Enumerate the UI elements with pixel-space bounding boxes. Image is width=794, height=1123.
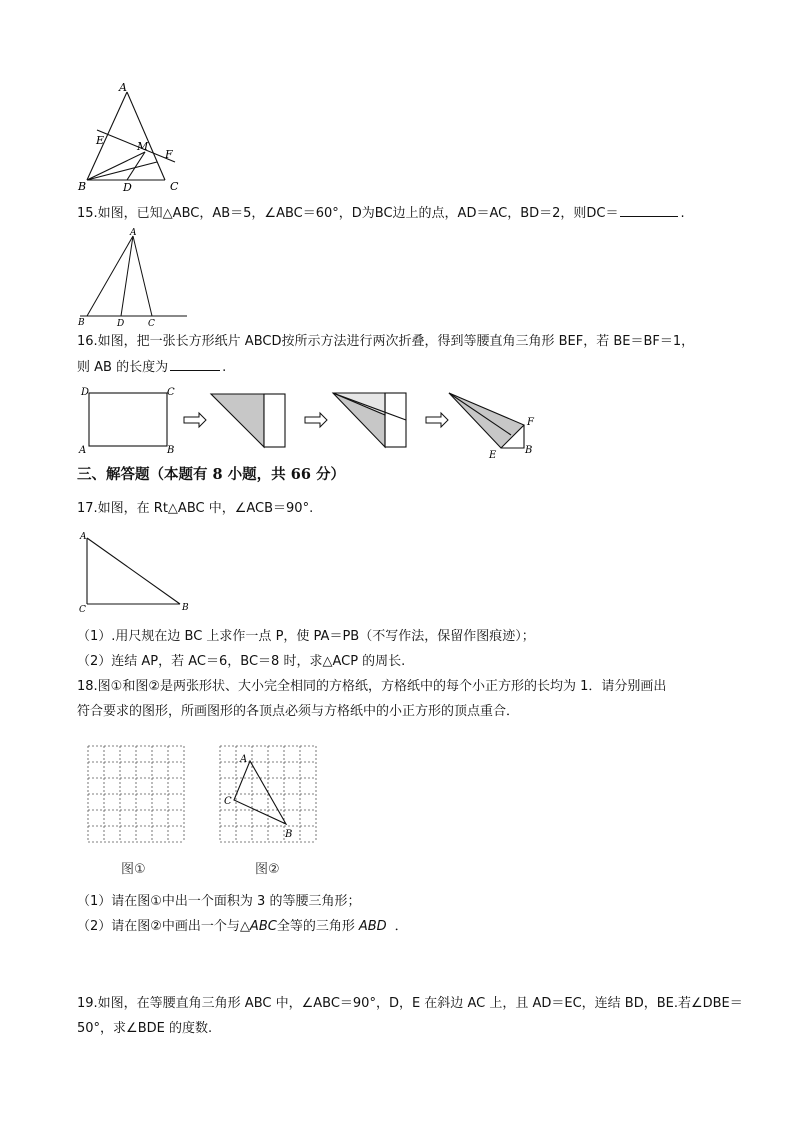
- label-B: B: [285, 829, 293, 840]
- label-F: F: [165, 148, 173, 161]
- label-C: C: [148, 319, 155, 329]
- question-18-part1: （1）请在图①中出一个面积为 3 的等腰三角形；: [77, 894, 361, 909]
- label-D: D: [123, 181, 132, 194]
- question-19-line2: 50°，求∠BDE 的度数.: [77, 1021, 213, 1036]
- figure-q16: [75, 380, 545, 460]
- label-C: C: [167, 387, 175, 398]
- label-A: A: [79, 445, 87, 456]
- q18-p2-c: 全等的三角形: [276, 919, 355, 934]
- label-B: B: [78, 180, 87, 193]
- label-D: D: [81, 387, 90, 398]
- question-16-line1: 16.如图，把一张长方形纸片 ABCD按所示方法进行两次折叠，得到等腰直角三角形 BEF，若 BE＝BF＝1，: [77, 334, 695, 349]
- label-E: E: [489, 450, 497, 460]
- grid-figure-1: [87, 745, 187, 845]
- q16-line2-text: 则 AB 的长度为: [77, 360, 169, 375]
- label-D: D: [117, 319, 125, 329]
- q16-end: .: [222, 360, 227, 375]
- q18-p2-e: ．: [394, 919, 408, 934]
- question-16-line2: [77, 358, 226, 377]
- figure-2-caption: 图②: [255, 862, 280, 877]
- label-B: B: [182, 603, 189, 613]
- section-three-heading: 三、解答题（本题有 8 小题，共 66 分）: [77, 466, 345, 483]
- question-17-part1: （1）.用尺规在边 BC 上求作一点 P，使 PA＝PB（不写作法，保留作图痕迹）；: [77, 629, 535, 644]
- q18-p2-a: （2）请在图②中画出一个与: [77, 919, 240, 934]
- label-A: A: [80, 532, 87, 542]
- figure-q17: [75, 528, 200, 618]
- q18-p2-d: ABD: [358, 919, 387, 934]
- q15-text: 15.如图，已知△ABC，AB＝5，∠ABC＝60°，D为BC边上的点，AD＝AC，BD＝2，则DC＝: [77, 206, 619, 221]
- label-B: B: [525, 445, 533, 456]
- question-18-line1: 18.图①和图②是两张形状、大小完全相同的方格纸，方格纸中的每个小正方形的长均为 1．请分别画出: [77, 679, 667, 694]
- grid-figure-2: [219, 745, 319, 845]
- label-A: A: [130, 228, 137, 238]
- arrow-right-icon: [184, 413, 206, 427]
- question-15: [77, 204, 685, 223]
- label-C: C: [224, 796, 232, 807]
- arrow-right-icon: [426, 413, 448, 427]
- q16-answer-blank[interactable]: [170, 358, 220, 371]
- label-B: B: [167, 445, 175, 456]
- q15-answer-blank[interactable]: [620, 204, 678, 217]
- question-18-line2: 符合要求的图形，所画图形的各顶点必须与方格纸中的小正方形的顶点重合．: [77, 704, 520, 719]
- q18-p2-b: △ABC: [239, 919, 277, 934]
- label-F: F: [527, 417, 534, 428]
- label-A: A: [119, 81, 127, 94]
- question-19-line1: 19.如图，在等腰直角三角形 ABC 中，∠ABC＝90°，D，E 在斜边 AC 上，且 AD＝EC，连结 BD，BE.若∠DBE＝: [77, 996, 743, 1011]
- question-17: 17.如图，在 Rt△ABC 中，∠ACB＝90°.: [77, 501, 314, 516]
- q15-end: .: [680, 206, 685, 221]
- arrow-right-icon: [305, 413, 327, 427]
- figure-1-caption: 图①: [121, 862, 146, 877]
- question-17-part2: （2）连结 AP，若 AC＝6，BC＝8 时，求△ACP 的周长.: [77, 654, 406, 669]
- label-B: B: [78, 318, 85, 328]
- label-C: C: [79, 605, 86, 615]
- label-E: E: [96, 134, 105, 147]
- figure-q15: [75, 226, 195, 331]
- label-A: A: [240, 754, 248, 765]
- label-M: M: [137, 140, 149, 153]
- figure-q14: [75, 80, 190, 195]
- label-C: C: [170, 180, 179, 193]
- question-18-part2: [77, 918, 408, 936]
